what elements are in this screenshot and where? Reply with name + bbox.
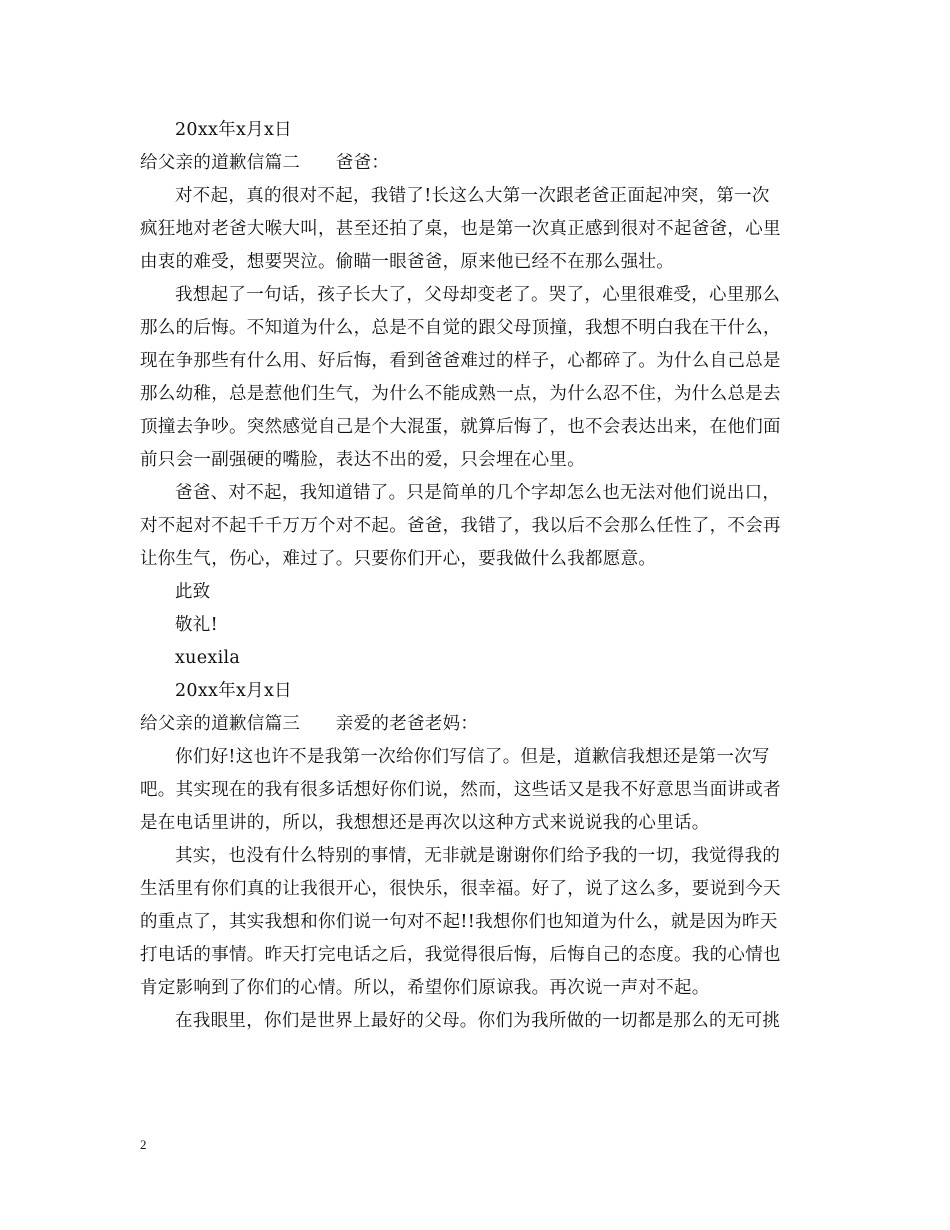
paragraph-line: 你们好!这也许不是我第一次给你们写信了。但是，道歉信我想还是第一次写 (175, 747, 770, 767)
paragraph-line: 那么幼稚，总是惹他们生气，为什么不能成熟一点，为什么忍不住，为什么总是去 (140, 384, 781, 404)
letter-heading: 给父亲的道歉信篇二 爸爸： (140, 153, 390, 173)
paragraph-line: 生活里有你们真的让我很开心，很快乐，很幸福。好了，说了这么多，要说到今天 (140, 879, 781, 899)
letter-closing: 此致 (175, 582, 211, 602)
paragraph-line: 打电话的事情。昨天打完电话之后，我觉得很后悔，后悔自己的态度。我的心情也 (140, 945, 781, 965)
letter-salute: 敬礼! (175, 615, 218, 635)
paragraph-line: 其实，也没有什么特别的事情，无非就是谢谢你们给予我的一切，我觉得我的 (175, 846, 781, 866)
paragraph-line: 肯定影响到了你们的心情。所以，希望你们原谅我。再次说一声对不起。 (140, 978, 710, 998)
letter-signature: xuexila (175, 648, 241, 668)
letter-date: 20xx年x月x日 (175, 681, 292, 701)
paragraph-line: 对不起对不起千千万万个对不起。爸爸，我错了，我以后不会那么任性了，不会再 (140, 516, 781, 536)
paragraph-line: 吧。其实现在的我有很多话想好你们说，然而，这些话又是我不好意思当面讲或者 (140, 780, 781, 800)
paragraph-line: 爸爸、对不起，我知道错了。只是简单的几个字却怎么也无法对他们说出口， (175, 483, 781, 503)
letter-date: 20xx年x月x日 (175, 120, 292, 140)
paragraph-line: 由衷的难受，想要哭泣。偷瞄一眼爸爸，原来他已经不在那么强壮。 (140, 252, 674, 272)
paragraph-line: 让你生气，伤心，难过了。只要你们开心，要我做什么我都愿意。 (140, 549, 657, 569)
paragraph-line: 是在电话里讲的，所以，我想想还是再次以这种方式来说说我的心里话。 (140, 813, 710, 833)
paragraph-line: 我想起了一句话，孩子长大了，父母却变老了。哭了，心里很难受，心里那么 (175, 285, 781, 305)
paragraph-line: 前只会一副强硬的嘴脸，表达不出的爱，只会埋在心里。 (140, 450, 585, 470)
paragraph-line: 疯狂地对老爸大喉大叫，甚至还拍了桌，也是第一次真正感到很对不起爸爸，心里 (140, 219, 781, 239)
page-number: 2 (140, 1137, 147, 1152)
paragraph-line: 在我眼里，你们是世界上最好的父母。你们为我所做的一切都是那么的无可挑 (175, 1011, 781, 1031)
paragraph-line: 对不起，真的很对不起，我错了!长这么大第一次跟老爸正面起冲突，第一次 (175, 186, 770, 206)
paragraph-line: 那么的后悔。不知道为什么，总是不自觉的跟父母顶撞，我想不明白我在干什么， (140, 318, 781, 338)
paragraph-line: 顶撞去争吵。突然感觉自己是个大混蛋，就算后悔了，也不会表达出来，在他们面 (140, 417, 781, 437)
paragraph-line: 现在争那些有什么用、好后悔，看到爸爸难过的样子，心都碎了。为什么自己总是 (140, 351, 781, 371)
letter-heading: 给父亲的道歉信篇三 亲爱的老爸老妈： (140, 714, 479, 734)
paragraph-line: 的重点了，其实我想和你们说一句对不起!!我想你们也知道为什么，就是因为昨天 (140, 912, 778, 932)
